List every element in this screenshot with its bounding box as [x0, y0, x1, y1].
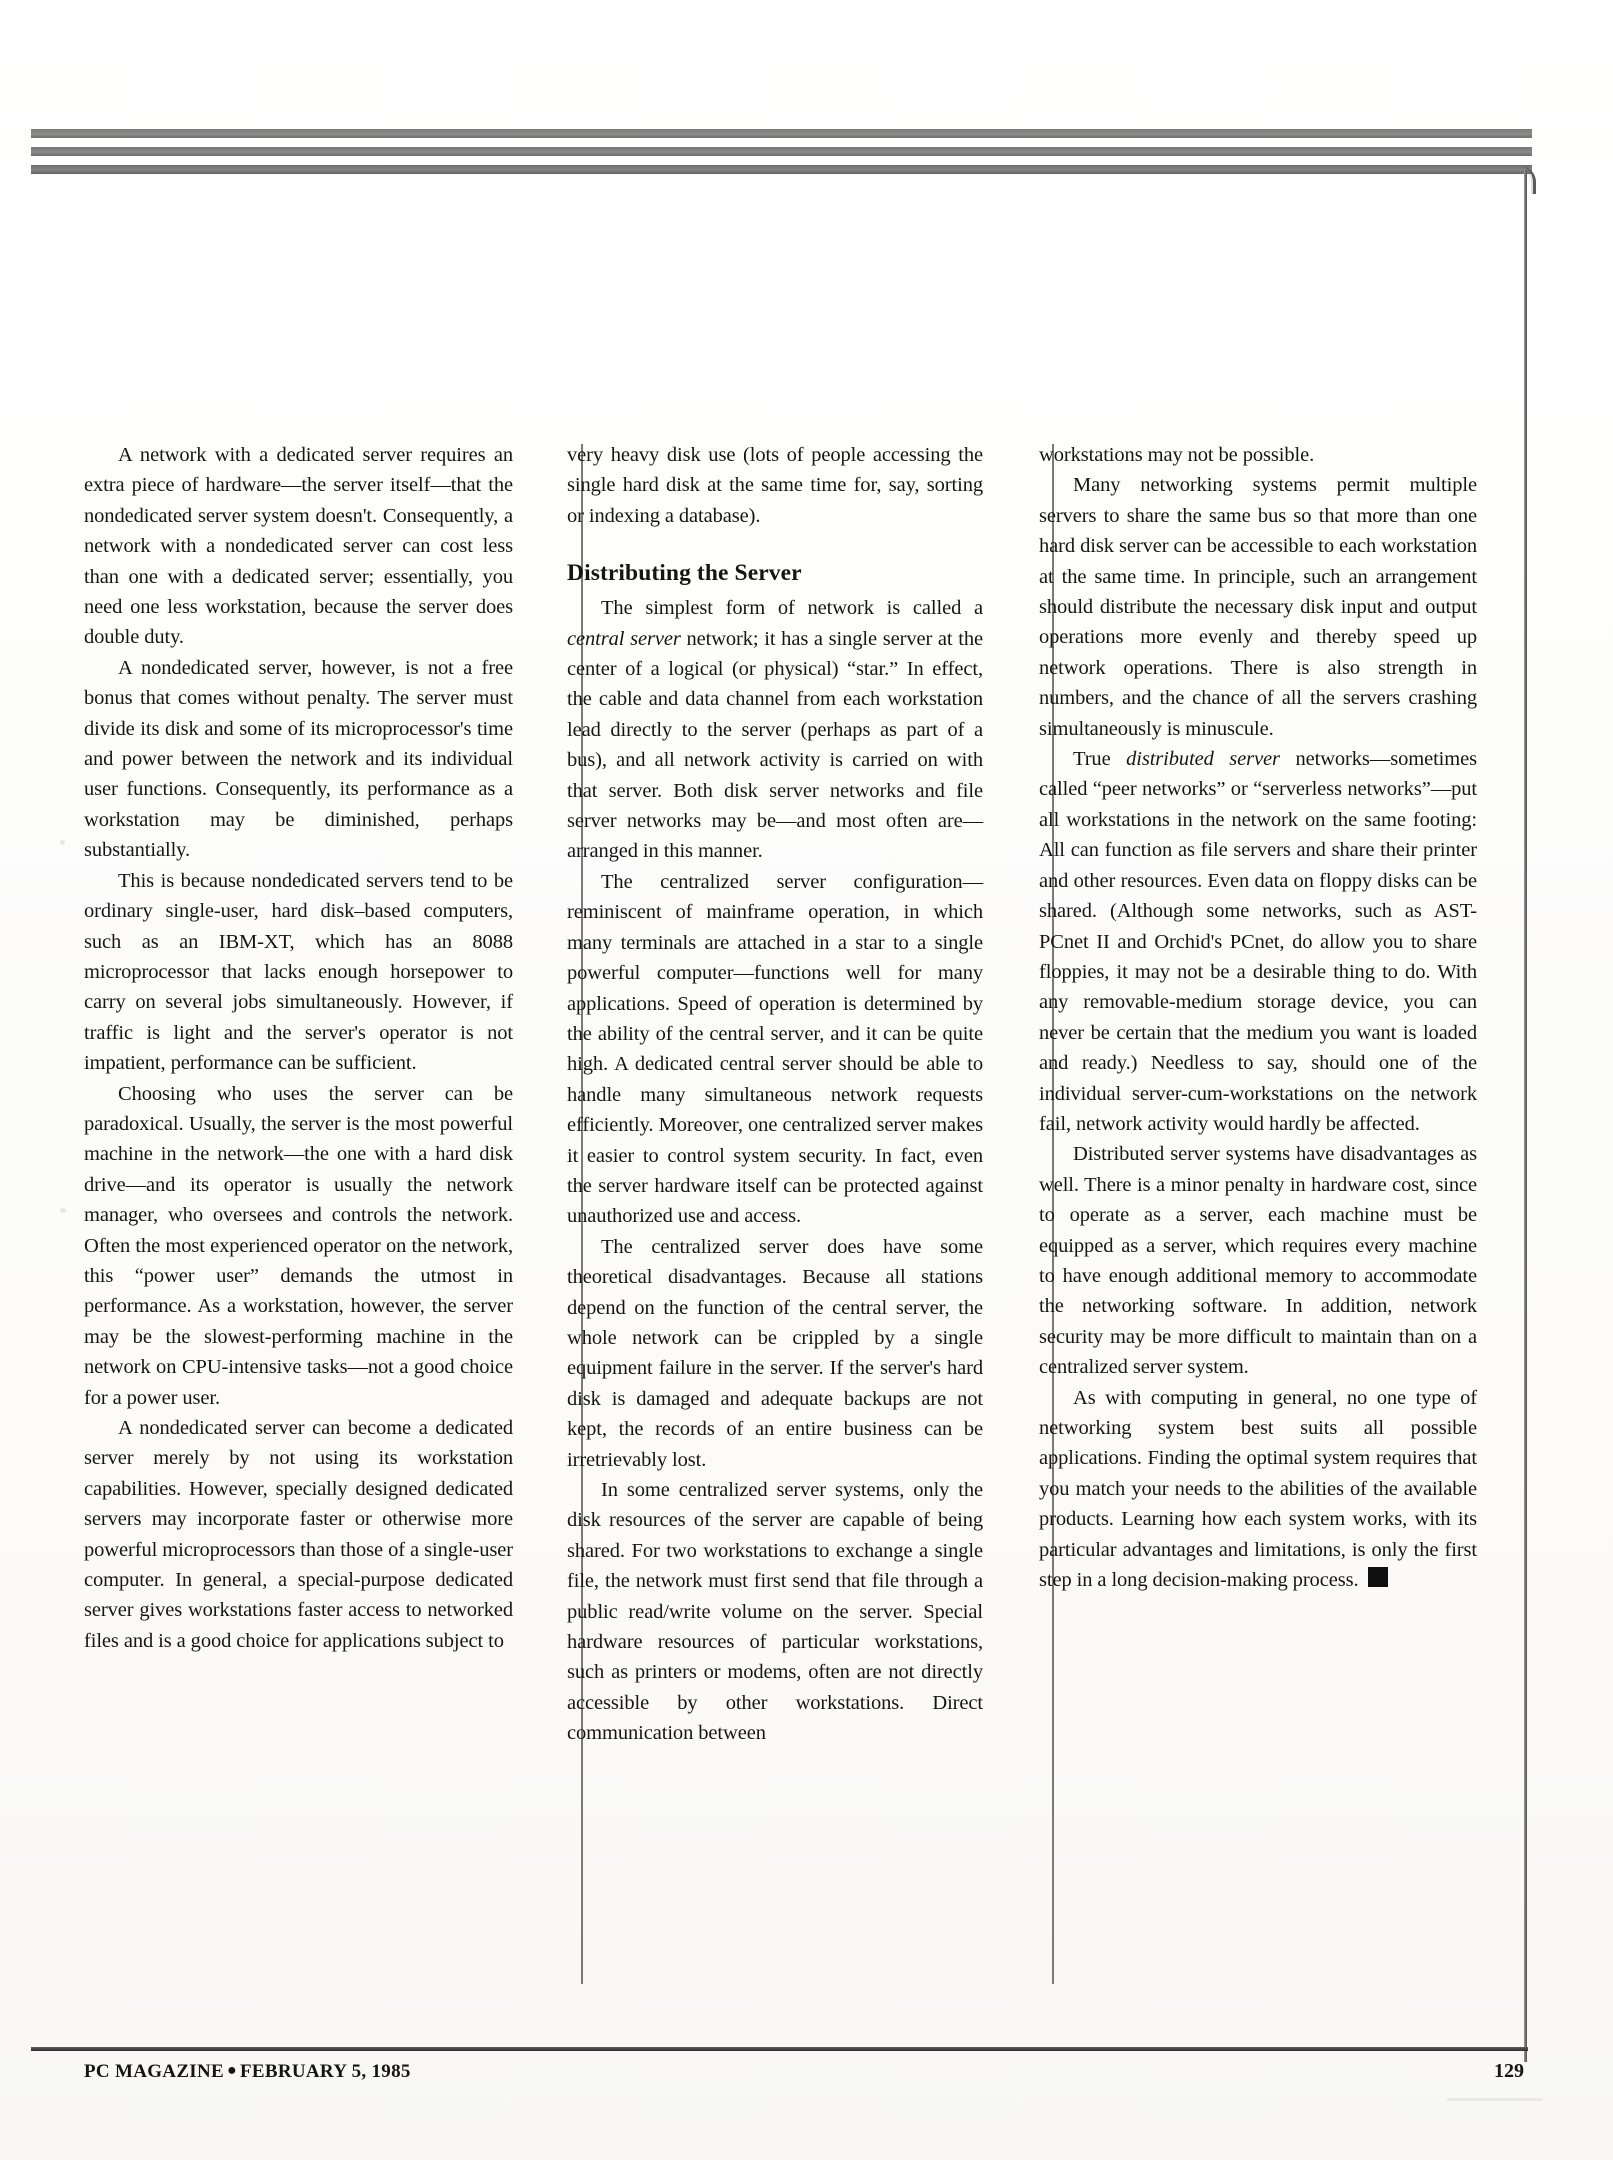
text-run: As with computing in general, no one type of networking system best suits all possible applications. Finding the optimal system requires that you match your needs to the abilities of the available products. Learning how each system works, with its particular advantages and limitations, is only the first step in a long decision-making process. — [1039, 1386, 1477, 1592]
frame-corner — [1505, 166, 1536, 194]
paragraph: A nondedicated server, however, is not a free bonus that comes without penalty. The server must divide its disk and some of its microprocessor's time and power between the network and its individual user functions. Consequently, its performance as a workstation may be diminished, perhaps substantially. — [84, 656, 513, 862]
header-rule-2 — [31, 147, 1532, 156]
text-run: The centralized server does have some theoretical disadvantages. Because all stations depend on the function of the central server, the whole network can be crippled by a single equipment failure in the server. If the server's hard disk is damaged and adequate backups are not kept, the records of an entire business can be irretrievably lost. — [567, 1235, 983, 1471]
text-run: The simplest form of network is called a — [601, 597, 983, 620]
paragraph — [1039, 470, 1477, 744]
footer-rule — [31, 2047, 1528, 2051]
article-end-mark — [1368, 1567, 1388, 1587]
footer-magazine-name: PC MAGAZINE — [84, 2061, 224, 2082]
article-body — [84, 440, 1504, 1749]
paragraph: Choosing who uses the server can be paradoxical. Usually, the server is the most powerful machine in the network—the one with a hard disk drive—and its operator is usually the network manager, who oversees and controls the network. Often the most experienced operator on the network, this “power user” demands the utmost in performance. As a workstation, however, the server may be the slowest-performing machine in the network on CPU-intensive tasks—not a good choice for a power user. — [84, 1082, 513, 1409]
paragraph: This is because nondedicated servers tend to be ordinary single-user, hard disk–based computers, such as an IBM-XT, which has an 8088 microprocessor that lacks enough horsepower to carry on several jobs simultaneously. However, if traffic is light and the server's operator is not impatient, performance can be sufficient. — [84, 869, 513, 1075]
emphasis-term: distributed server — [1126, 748, 1280, 771]
paragraph-continuation: workstations may not be possible. — [1039, 444, 1315, 466]
text-run: Many networking systems permit multiple servers to share the same bus so that more than one hard disk server can be accessible to each workstation at the same time. In principle, such an arrangement should distribute the necessary disk input and output operations more evenly and thereby speed up network operations. There is also strength in numbers, and the chance of all the servers crashing simultaneously is minuscule. — [1039, 474, 1477, 740]
footer-publication-line — [84, 2061, 411, 2083]
page-right-border — [1524, 170, 1527, 2062]
paragraph — [567, 1232, 983, 1475]
paragraph — [1039, 1139, 1477, 1382]
page-number: 129 — [1494, 2060, 1524, 2082]
footer-issue-date: FEBRUARY 5, 1985 — [239, 2061, 411, 2082]
scan-artifact — [60, 840, 65, 845]
text-run: True — [1073, 748, 1127, 771]
paragraph: A nondedicated server can become a dedicated server merely by not using its workstation capabilities. However, specially designed dedicated servers may incorporate faster or otherwise more powerful microprocessors than those of a single-user computer. In general, a special-purpose dedicated server gives workstations faster access to networked files and is a good choice for applications subject to — [84, 1417, 513, 1652]
paragraph-final — [1039, 1383, 1477, 1596]
paragraph-continuation: very heavy disk use (lots of people accessing the single hard disk at the same time for, say, sorting or indexing a database). — [567, 444, 983, 527]
text-run: In some centralized server systems, only the disk resources of the server are capable of being shared. For two workstations to exchange a single file, the network must first send that file through a public read/write volume on the server. Special hardware resources of particular workstations, such as printers or modems, often are not directly accessible by other workstations. Direct communication between — [567, 1479, 983, 1745]
text-run: network; it has a single server at the center of a logical (or physical) “star.” In effect, the cable and data channel from each workstation lead directly to the server (perhaps as part of a bus), and all network activity is carried on with that server. Both disk server networks and file server networks may be—and most often are—arranged in this manner. — [567, 627, 983, 863]
text-run: Distributed server systems have disadvantages as well. There is a minor penalty in hardware cost, since to operate as a server, each machine must be equipped as a server, which requires every machine to have enough additional memory to accommodate the networking software. In addition, network security may be more difficult to maintain than on a centralized server system. — [1039, 1143, 1477, 1379]
header-rule-1 — [31, 129, 1532, 138]
header-rule-3 — [31, 165, 1532, 174]
paragraph — [567, 1475, 983, 1749]
paragraph — [567, 593, 983, 867]
footer-bullet-icon: ● — [227, 2062, 237, 2079]
column-middle — [539, 440, 1009, 1749]
paragraph: A network with a dedicated server requires an extra piece of hardware—the server itself—that the nondedicated server system doesn't. Consequently, a network with a nondedicated server can cost less than one with a dedicated server; essentially, you need one less workstation, because the server does double duty. — [84, 444, 513, 649]
paragraph — [567, 867, 983, 1232]
section-subhead: Distributing the Server — [567, 560, 802, 587]
text-run: The centralized server configuration—reminiscent of mainframe operation, in which many terminals are attached in a star to a single powerful computer—functions well for many applications. Speed of operation is determined by the ability of the central server, and it can be quite high. A dedicated central server should be able to handle many simultaneous network requests efficiently. Moreover, one centralized server makes it easier to control system security. In fact, even the server hardware itself can be protected against unauthorized use and access. — [567, 870, 983, 1228]
scan-artifact — [60, 1208, 66, 1213]
scan-artifact — [1447, 2098, 1543, 2101]
text-run: networks—sometimes called “peer networks” or “serverless networks”—put all workstations in the network on the same footing: All can function as file servers and share their printer and other resources. Even data on floppy disks can be shared. (Although some networks, such as AST-PCnet II and Orchid's PCnet, do allow you to share floppies, it may not be a desirable thing to do. With any removable-medium storage device, you can never be certain that the medium you want is loaded and ready.) Needless to say, should one of the individual server-cum-workstations on the network fail, network activity would hardly be affected. — [1039, 748, 1477, 1135]
paragraph — [1039, 744, 1477, 1139]
column-right — [1009, 440, 1477, 1749]
column-left — [84, 440, 539, 1749]
emphasis-term: central server — [567, 627, 681, 650]
page-footer — [84, 2060, 1524, 2083]
